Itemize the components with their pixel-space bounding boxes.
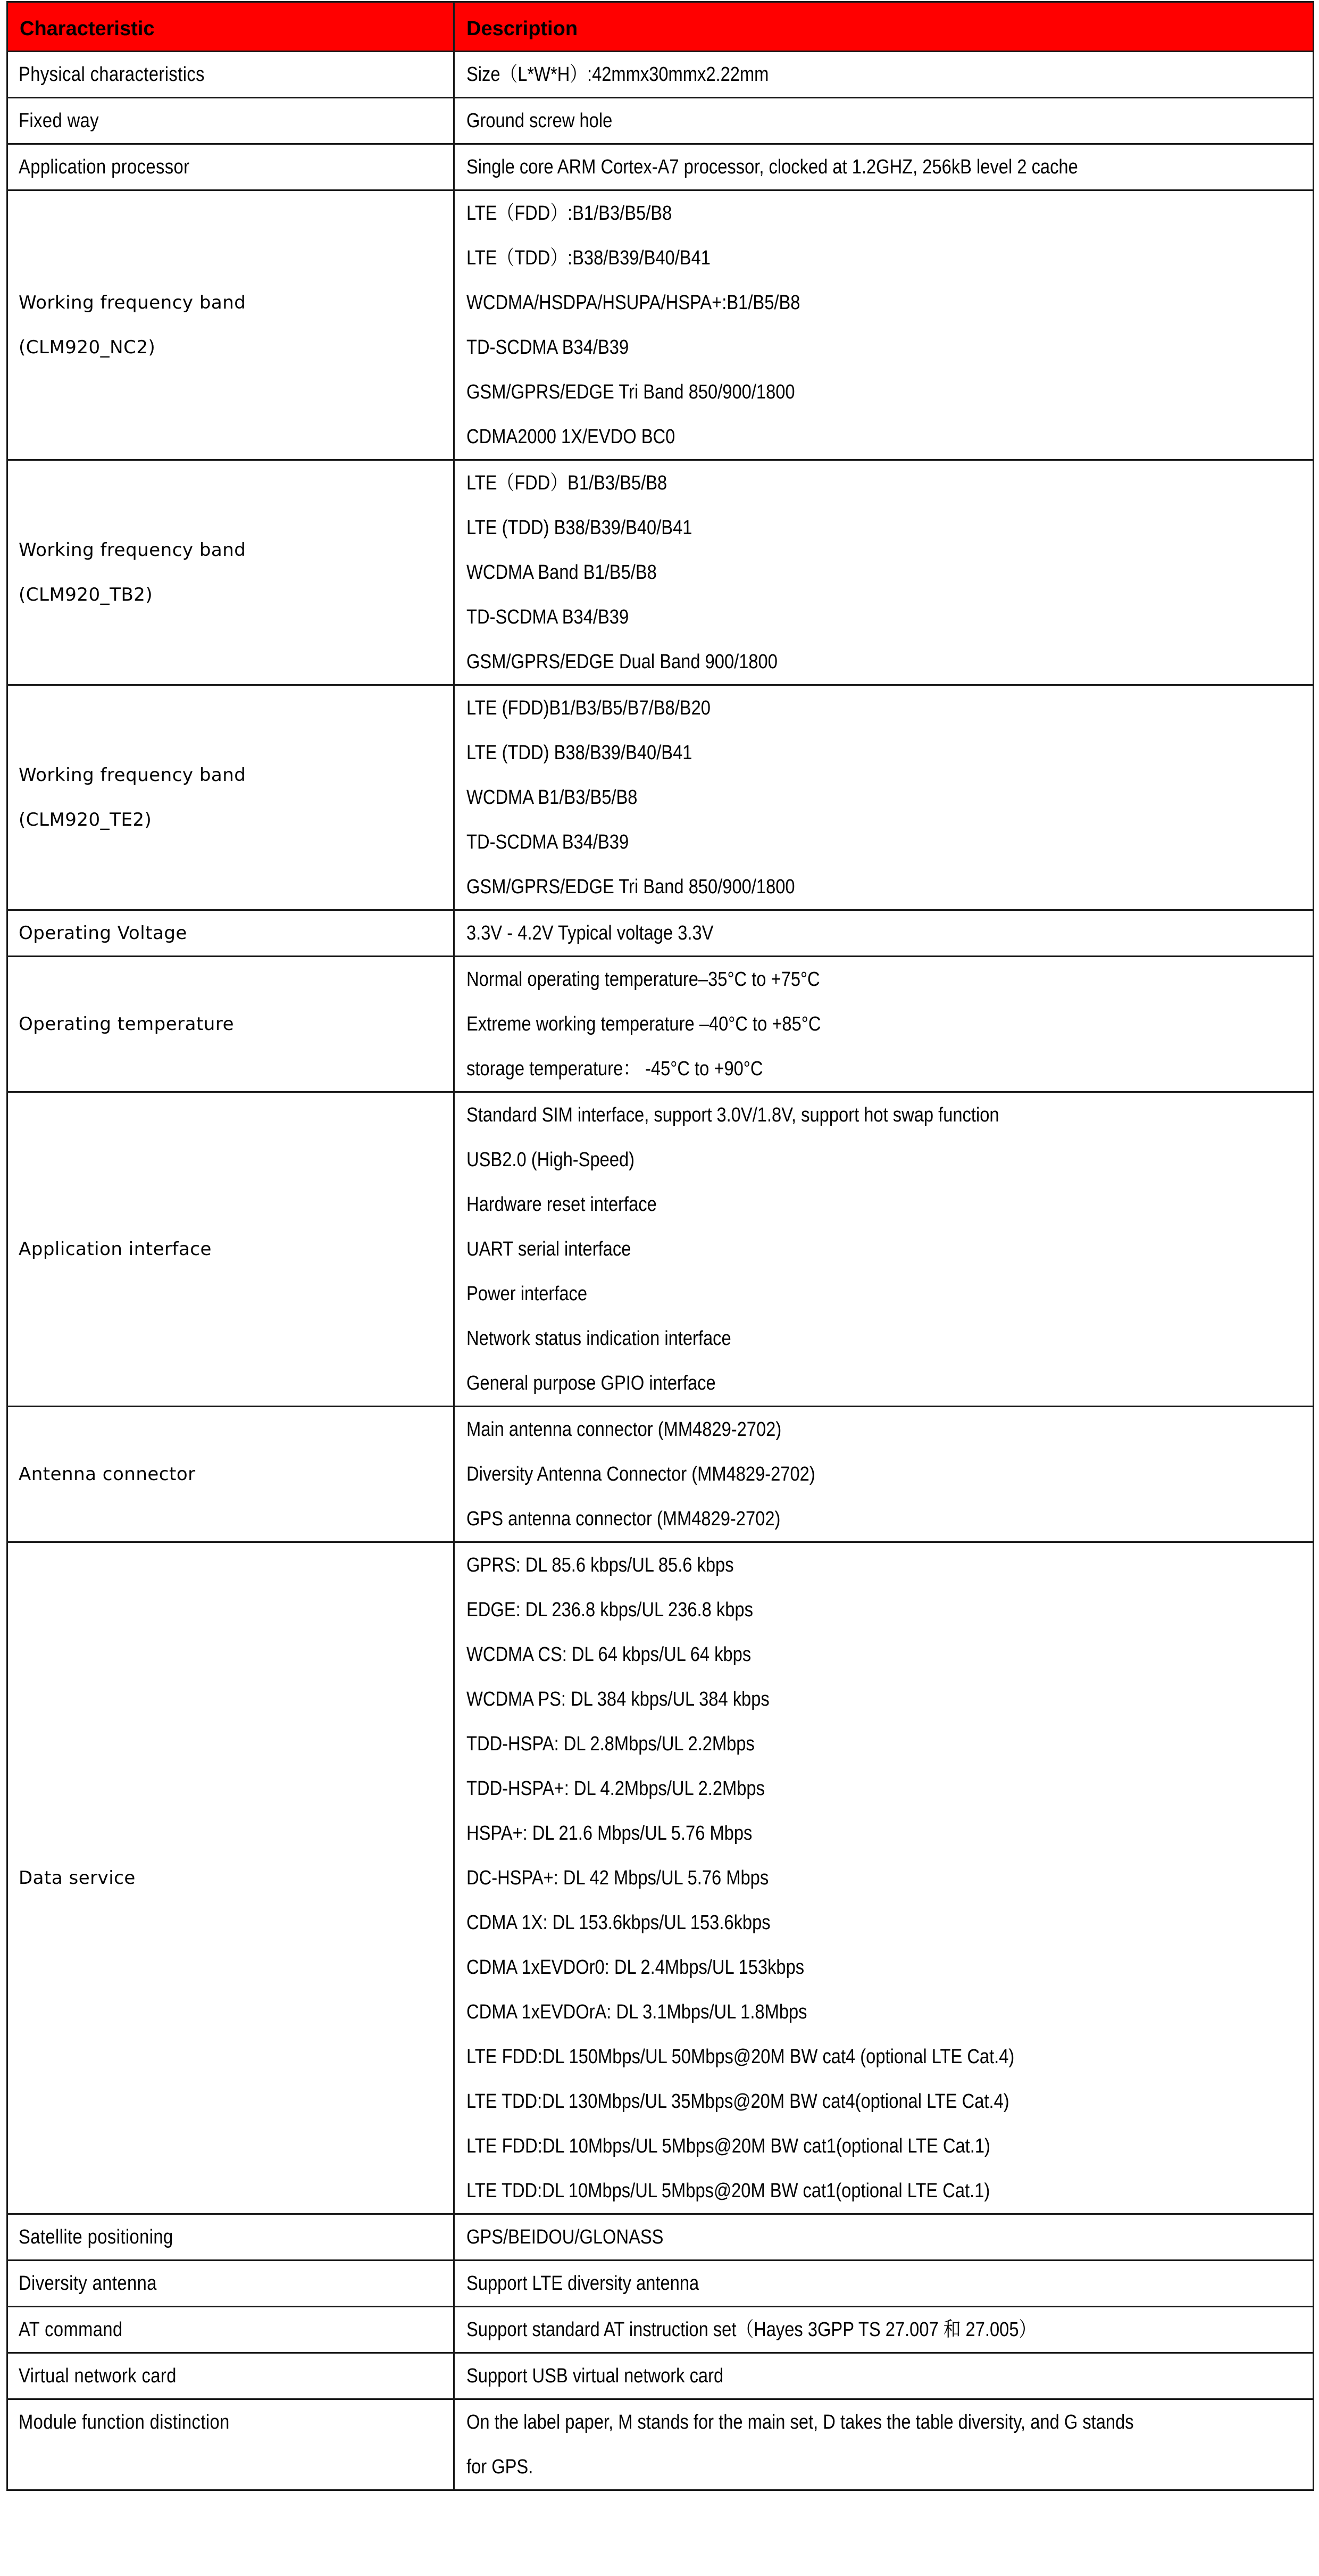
description-cell (454, 52, 1314, 98)
characteristic-text: Fixed way (19, 110, 99, 132)
description-line: LTE（FDD）B1/B3/B5/B8 (466, 472, 667, 494)
characteristic-text: Antenna connector (19, 1464, 196, 1485)
description-line: Support LTE diversity antenna (466, 2272, 699, 2295)
description-cell (454, 190, 1314, 460)
characteristic-text: (CLM920_TB2) (19, 584, 153, 605)
characteristic-cell (7, 1407, 454, 1542)
description-line: TD-SCDMA B34/B39 (466, 336, 629, 359)
description-line: WCDMA/HSDPA/HSUPA/HSPA+:B1/B5/B8 (466, 292, 800, 314)
description-line: Normal operating temperature–35°C to +75°C (466, 968, 820, 991)
description-line: CDMA 1X: DL 153.6kbps/UL 153.6kbps (466, 1912, 771, 1934)
description-cell (454, 460, 1314, 685)
table-row (7, 2399, 1314, 2490)
description-line: Support USB virtual network card (466, 2365, 724, 2387)
characteristic-cell (7, 910, 454, 957)
description-line: WCDMA CS: DL 64 kbps/UL 64 kbps (466, 1643, 752, 1666)
description-line: LTE FDD:DL 150Mbps/UL 50Mbps@20M BW cat4 (optional LTE Cat.4) (466, 2046, 1015, 2068)
table-body (7, 52, 1314, 2490)
table-row (7, 1542, 1314, 2214)
description-line: UART serial interface (466, 1238, 631, 1260)
table-row (7, 144, 1314, 190)
description-line: LTE（TDD）:B38/B39/B40/B41 (466, 247, 711, 269)
table-row (7, 52, 1314, 98)
characteristic-text: Diversity antenna (19, 2272, 157, 2295)
table-row (7, 2261, 1314, 2307)
description-line: GSM/GPRS/EDGE Tri Band 850/900/1800 (466, 381, 795, 403)
characteristic-cell (7, 2399, 454, 2490)
description-line: GPS/BEIDOU/GLONASS (466, 2226, 664, 2248)
description-line: for GPS. (466, 2456, 533, 2478)
description-line: LTE TDD:DL 10Mbps/UL 5Mbps@20M BW cat1(optional LTE Cat.1) (466, 2180, 990, 2202)
characteristic-text: Application interface (19, 1239, 212, 1260)
description-line: GPRS: DL 85.6 kbps/UL 85.6 kbps (466, 1554, 734, 1576)
description-line: LTE（FDD）:B1/B3/B5/B8 (466, 202, 672, 225)
characteristic-cell (7, 685, 454, 910)
description-line: WCDMA Band B1/B5/B8 (466, 561, 657, 584)
characteristic-text: (CLM920_NC2) (19, 337, 156, 358)
characteristic-cell (7, 98, 454, 144)
description-cell (454, 2399, 1314, 2490)
characteristic-text: Working frequency band (19, 765, 246, 786)
description-cell (454, 144, 1314, 190)
description-line: LTE (FDD)B1/B3/B5/B7/B8/B20 (466, 697, 711, 719)
characteristic-text: Data service (19, 1867, 136, 1889)
characteristic-cell (7, 190, 454, 460)
description-line: Size（L*W*H）:42mmx30mmx2.22mm (466, 63, 769, 86)
description-line: Single core ARM Cortex-A7 processor, clocked at 1.2GHZ, 256kB level 2 cache (466, 156, 1078, 178)
characteristic-cell (7, 1542, 454, 2214)
table-row (7, 98, 1314, 144)
characteristic-text: AT command (19, 2319, 123, 2341)
description-line: GSM/GPRS/EDGE Dual Band 900/1800 (466, 651, 778, 673)
characteristic-text: (CLM920_TE2) (19, 809, 152, 830)
characteristic-cell (7, 144, 454, 190)
characteristic-cell (7, 2261, 454, 2307)
description-line: LTE FDD:DL 10Mbps/UL 5Mbps@20M BW cat1(optional LTE Cat.1) (466, 2135, 990, 2157)
description-cell (454, 685, 1314, 910)
description-line: TD-SCDMA B34/B39 (466, 831, 629, 853)
description-line: Main antenna connector (MM4829-2702) (466, 1418, 782, 1441)
description-line: DC-HSPA+: DL 42 Mbps/UL 5.76 Mbps (466, 1867, 769, 1889)
description-line: Standard SIM interface, support 3.0V/1.8V, support hot swap function (466, 1104, 999, 1126)
description-cell (454, 957, 1314, 1092)
table-header-row (7, 2, 1314, 52)
description-line: CDMA 1xEVDOr0: DL 2.4Mbps/UL 153kbps (466, 1956, 805, 1979)
table-row (7, 910, 1314, 957)
description-line: USB2.0 (High-Speed) (466, 1149, 635, 1171)
spec-table (6, 1, 1314, 2491)
description-line: HSPA+: DL 21.6 Mbps/UL 5.76 Mbps (466, 1822, 753, 1844)
description-line: Hardware reset interface (466, 1193, 657, 1216)
description-cell (454, 2261, 1314, 2307)
description-line: TD-SCDMA B34/B39 (466, 606, 629, 628)
characteristic-text: Working frequency band (19, 292, 246, 313)
description-line: EDGE: DL 236.8 kbps/UL 236.8 kbps (466, 1599, 753, 1621)
description-cell (454, 910, 1314, 957)
characteristic-cell (7, 2307, 454, 2353)
description-cell (454, 1407, 1314, 1542)
description-line: LTE (TDD) B38/B39/B40/B41 (466, 517, 692, 539)
characteristic-cell (7, 52, 454, 98)
description-line: TDD-HSPA: DL 2.8Mbps/UL 2.2Mbps (466, 1733, 755, 1755)
description-line: Ground screw hole (466, 110, 613, 132)
description-line: 3.3V - 4.2V Typical voltage 3.3V (466, 922, 714, 944)
header-description: Description (454, 2, 1314, 52)
description-line: Diversity Antenna Connector (MM4829-2702) (466, 1463, 815, 1485)
table-row (7, 2353, 1314, 2399)
table-row (7, 2307, 1314, 2353)
table-row (7, 685, 1314, 910)
description-line: GPS antenna connector (MM4829-2702) (466, 1508, 781, 1530)
characteristic-text: Operating temperature (19, 1013, 235, 1035)
table-row (7, 460, 1314, 685)
characteristic-cell (7, 2214, 454, 2261)
description-line: Network status indication interface (466, 1327, 731, 1350)
description-line: CDMA 1xEVDOrA: DL 3.1Mbps/UL 1.8Mbps (466, 2001, 807, 2023)
characteristic-cell (7, 1092, 454, 1407)
header-characteristic: Characteristic (7, 2, 454, 52)
characteristic-text: Working frequency band (19, 539, 246, 561)
description-line: storage temperature： -45°C to +90°C (466, 1058, 763, 1080)
table-row (7, 2214, 1314, 2261)
description-cell (454, 98, 1314, 144)
description-cell (454, 2307, 1314, 2353)
table-row (7, 1092, 1314, 1407)
description-line: WCDMA PS: DL 384 kbps/UL 384 kbps (466, 1688, 770, 1710)
description-line: General purpose GPIO interface (466, 1372, 716, 1394)
description-line: Support standard AT instruction set（Hayes 3GPP TS 27.007 和 27.005） (466, 2319, 1037, 2341)
characteristic-cell (7, 957, 454, 1092)
characteristic-text: Operating Voltage (19, 923, 187, 944)
description-line: Power interface (466, 1283, 588, 1305)
description-line: WCDMA B1/B3/B5/B8 (466, 786, 638, 809)
characteristic-cell (7, 2353, 454, 2399)
table-row (7, 1407, 1314, 1542)
characteristic-text: Module function distinction (19, 2411, 230, 2433)
description-line: CDMA2000 1X/EVDO BC0 (466, 426, 675, 448)
description-line: LTE TDD:DL 130Mbps/UL 35Mbps@20M BW cat4(optional LTE Cat.4) (466, 2090, 1009, 2113)
table-row (7, 957, 1314, 1092)
description-line: GSM/GPRS/EDGE Tri Band 850/900/1800 (466, 876, 795, 898)
characteristic-text: Application processor (19, 156, 190, 178)
characteristic-text: Physical characteristics (19, 63, 205, 86)
characteristic-cell (7, 460, 454, 685)
description-cell (454, 1092, 1314, 1407)
description-cell (454, 1542, 1314, 2214)
description-line: On the label paper, M stands for the main set, D takes the table diversity, and G stands (466, 2411, 1134, 2433)
description-line: Extreme working temperature –40°C to +85°C (466, 1013, 821, 1035)
characteristic-text: Satellite positioning (19, 2226, 173, 2248)
description-line: TDD-HSPA+: DL 4.2Mbps/UL 2.2Mbps (466, 1777, 765, 1800)
description-cell (454, 2214, 1314, 2261)
table-row (7, 190, 1314, 460)
description-line: LTE (TDD) B38/B39/B40/B41 (466, 742, 692, 764)
characteristic-text: Virtual network card (19, 2365, 177, 2387)
description-cell (454, 2353, 1314, 2399)
